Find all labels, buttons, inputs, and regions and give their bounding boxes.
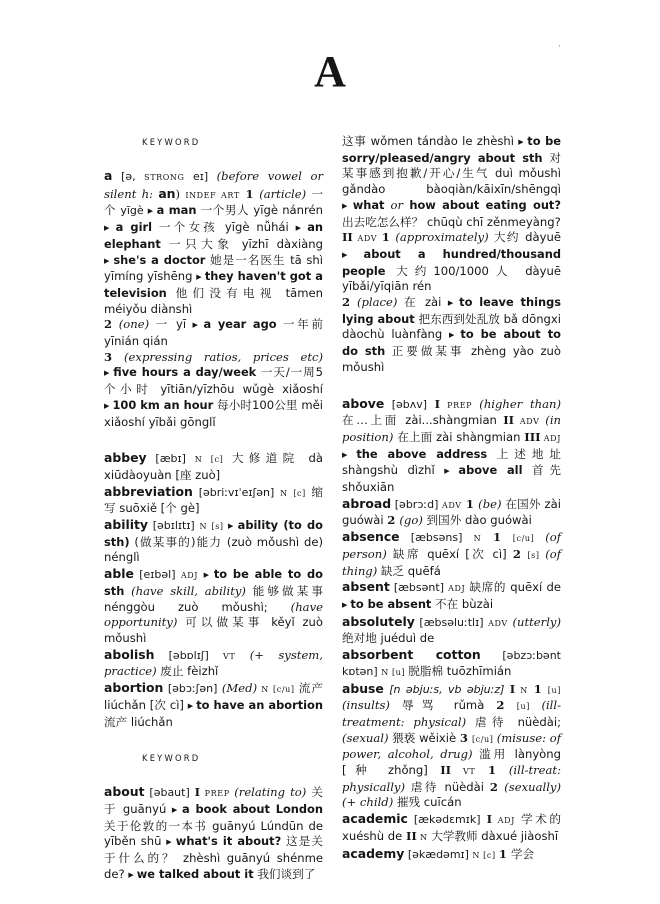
- headword: abolish: [104, 646, 155, 662]
- entry-ability: ability [əbɪlɪtɪ] N [s] ▶ ability (to do sth) (做某事的)能力 (zuò mǒushì de) nénglì: [104, 517, 323, 566]
- example: ▶ what: [342, 198, 385, 212]
- headword: ability: [104, 517, 148, 533]
- entry-abbey: abbey [æbɪ] N [c] 大修道院 dà xiūdàoyuàn [座 zuò]: [104, 450, 324, 482]
- example: ▶ ability (to do sth): [104, 518, 323, 549]
- entry-about: about [əbaut] I PREP (relating to) 关于 guānyú ▶ a book about London 关于伦敦的一本书 guānyú Lúndūn de yīběn shū ▶ what's it about? 这是关于什么的？ zhèshì guānyú shénme de? ▶ we talked about it 我们谈到了: [104, 784, 323, 883]
- headword: abroad: [342, 495, 392, 511]
- entry-absolutely: absolutely [æbsəluːtlɪ] ADV (utterly) 绝对地 juéduì de: [342, 613, 561, 646]
- corner-mark: ·: [558, 42, 561, 52]
- entry-abroad: abroad [əbrɔːd] ADV 1 (be) 在国外 zài guówài 2 (go) 到国外 dào guówài: [342, 495, 561, 528]
- headword: abbreviation: [104, 483, 193, 499]
- entry-absorbent-cotton: absorbent cotton [əbzɔːbənt kɒtən] N [u] 脱脂棉 tuōzhīmián: [342, 647, 561, 678]
- example: ▶ above all: [444, 463, 522, 477]
- entry-academy: academy [əkædəmɪ] N [c] 1 学会: [342, 845, 535, 861]
- headword: abuse: [342, 680, 384, 696]
- right-column: [342, 134, 561, 863]
- example: ▶ to be sorry/pleased/angry about sth: [342, 134, 561, 165]
- headword: absent: [342, 579, 390, 595]
- headword: absence: [342, 529, 400, 545]
- entry-absence: absence [æbsəns] N 1 [c/u] (of person) 缺席 quēxí [次 cì] 2 [s] (of thing) 缺乏 quēfá: [342, 529, 562, 578]
- example: ▶ to be absent: [342, 597, 431, 611]
- page-letter: A: [314, 47, 346, 96]
- headword: academic: [342, 811, 408, 827]
- entry-abortion: abortion [əbɔːʃən] (Med) N [c/u] 流产 liúchǎn [次 cì] ▶ to have an abortion 流产 liúchǎn: [104, 680, 323, 730]
- example: ▶ a man: [148, 203, 197, 217]
- sense-2: 2 (place) 在 zài ▶ to leave things lying about 把东西到处乱放 bǎ dōngxi dàochù luànfàng ▶ to be about to do sth 正要做某事 zhèng yào zuò mǒushì: [342, 295, 561, 376]
- example: ▶ five hours a day/week: [104, 365, 256, 379]
- headword: absorbent cotton: [342, 647, 481, 663]
- example: ▶ what's it about?: [166, 834, 281, 848]
- example: ▶ we talked about it: [128, 867, 253, 881]
- example: ▶ a girl: [104, 220, 152, 234]
- headword: abortion: [104, 680, 164, 696]
- example: ▶ she's a doctor: [104, 253, 205, 267]
- keyword-label: KEYWORD: [142, 753, 201, 764]
- example: ▶ an elephant: [104, 220, 323, 251]
- sense-3: 3 (expressing ratios, prices etc) ▶ five hours a day/week 一天/一周5个小时 yītiān/yīzhōu wǔgè xiǎoshí ▶ 100 km an hour 每小时100公里 měi xiǎoshí yībǎi gōnglǐ: [104, 350, 323, 431]
- entry-academic: academic [ækədɛmɪk] I ADJ 学术的 xuéshù de II N 大学教师 dàxué jiàoshī: [342, 811, 561, 843]
- entry-able: able [eɪbəl] ADJ ▶ to be able to do sth (have skill, ability) 能够做某事 nénggòu zuò mǒushì; (have opportunity) 可以做某事 kěyǐ zuò mǒushì: [104, 566, 323, 647]
- example: ▶ a year ago: [192, 317, 276, 331]
- headword: a: [104, 168, 113, 183]
- headword: about: [104, 784, 145, 800]
- example: ▶ about a hundred/thousand people: [342, 247, 561, 278]
- headword: able: [104, 566, 134, 582]
- entry-about-continued: 这事 wǒmen tándào le zhèshì ▶ to be sorry/pleased/angry about sth 对某事感到抱歉/开心/生气 duì mǒushì gǎndào bàoqiàn/kāixīn/shēngqì ▶ what or how about eating out? 出去吃怎么样？ chūqù chī zěnmeyàng? II ADV 1 (approximately) 大约 dàyuē ▶ about a hundred/thousand people 大约100/1000人 dàyuē yībǎi/yīqiān rén 2 (place) 在 zài ▶ to leave things lying about 把东西到处乱放 bǎ dōngxi dàochù luànfàng ▶ to be about to do sth 正要做某事 zhèng yào zuò mǒushì: [342, 134, 561, 376]
- example: ▶ to leave things lying about: [342, 295, 561, 326]
- headword: above: [342, 395, 385, 411]
- entry-abolish: abolish [əbɒlɪʃ] VT (+ system, practice) 废止 fèizhǐ: [104, 646, 323, 679]
- example: ▶ the above address: [342, 447, 487, 461]
- left-column: [104, 134, 323, 883]
- sense-2: 2 (one) 一 yī ▶ a year ago 一年前 yīnián qián: [104, 317, 323, 349]
- entry-absent: absent [æbsənt] ADJ 缺席的 quēxí de ▶ to be absent 不在 bùzài: [342, 579, 561, 613]
- headword: academy: [342, 845, 405, 861]
- example: ▶ they haven't got a television: [104, 269, 323, 300]
- entry-abuse: abuse [n əbjuːs, vb əbjuːz] I N 1 [u] (insults) 辱骂 rǔmà 2 [u] (ill-treatment: physical) 虐待 nüèdài; (sexual) 猥亵 wěixiè 3 [c/u] (misuse: of power, alcohol, drug) 滥用 lànyòng [种 zhǒng] II VT 1 (ill-treat: physically) 虐待 nüèdài 2 (sexually) (+ child) 摧残 cuīcán: [342, 680, 562, 810]
- keyword-label: KEYWORD: [142, 137, 201, 147]
- headword: absolutely: [342, 613, 415, 629]
- entry-abbreviation: abbreviation [əbriːvɪˈeɪʃən] N [c] 缩写 suōxiě [个 gè]: [104, 483, 323, 516]
- example: ▶ a book about London: [172, 802, 323, 816]
- example: ▶ to have an abortion: [188, 698, 323, 712]
- example: ▶ to be able to do sth: [104, 567, 323, 598]
- headword: abbey: [104, 450, 147, 466]
- entry-above: above [əbʌv] I PREP (higher than) 在…上面 zài...shàngmian II ADV (in position) 在上面 zài shàngmian III ADJ ▶ the above address 上述地址 shàngshù dìzhǐ ▶ above all 首先 shǒuxiān: [342, 396, 561, 496]
- example: ▶ 100 km an hour: [104, 398, 213, 412]
- entry-a: a [ə, STRONG eɪ] (before vowel or silent h: an) INDEF ART 1 (article) 一个 yīgè ▶ a man 一个男人 yīgè nánrén ▶ a girl 一个女孩 yīgè nǚhái ▶ an elephant 一只大象 yīzhī dàxiàng ▶ she's a doctor 她是一名医生 tā shì yīmíng yīshēng ▶ they haven't got a television 他们没有电视 tāmen méiyǒu diànshì 2 (one) 一 yī ▶ a year ago 一年前 yīnián qián 3 (expressing ratios, prices etc) ▶ five hours a day/week 一天/一周5个小时 yītiān/yīzhōu wǔgè xiǎoshí ▶ 100 km an hour 每小时100公里 měi xiǎoshí yībǎi gōnglǐ: [104, 168, 323, 430]
- adv-sense: II ADV 1 (approximately) 大约 dàyuē ▶ about a hundred/thousand people 大约100/1000人 dàyuē yībǎi/yīqiān rén: [342, 230, 561, 295]
- example: ▶ to be about to do sth: [342, 327, 561, 358]
